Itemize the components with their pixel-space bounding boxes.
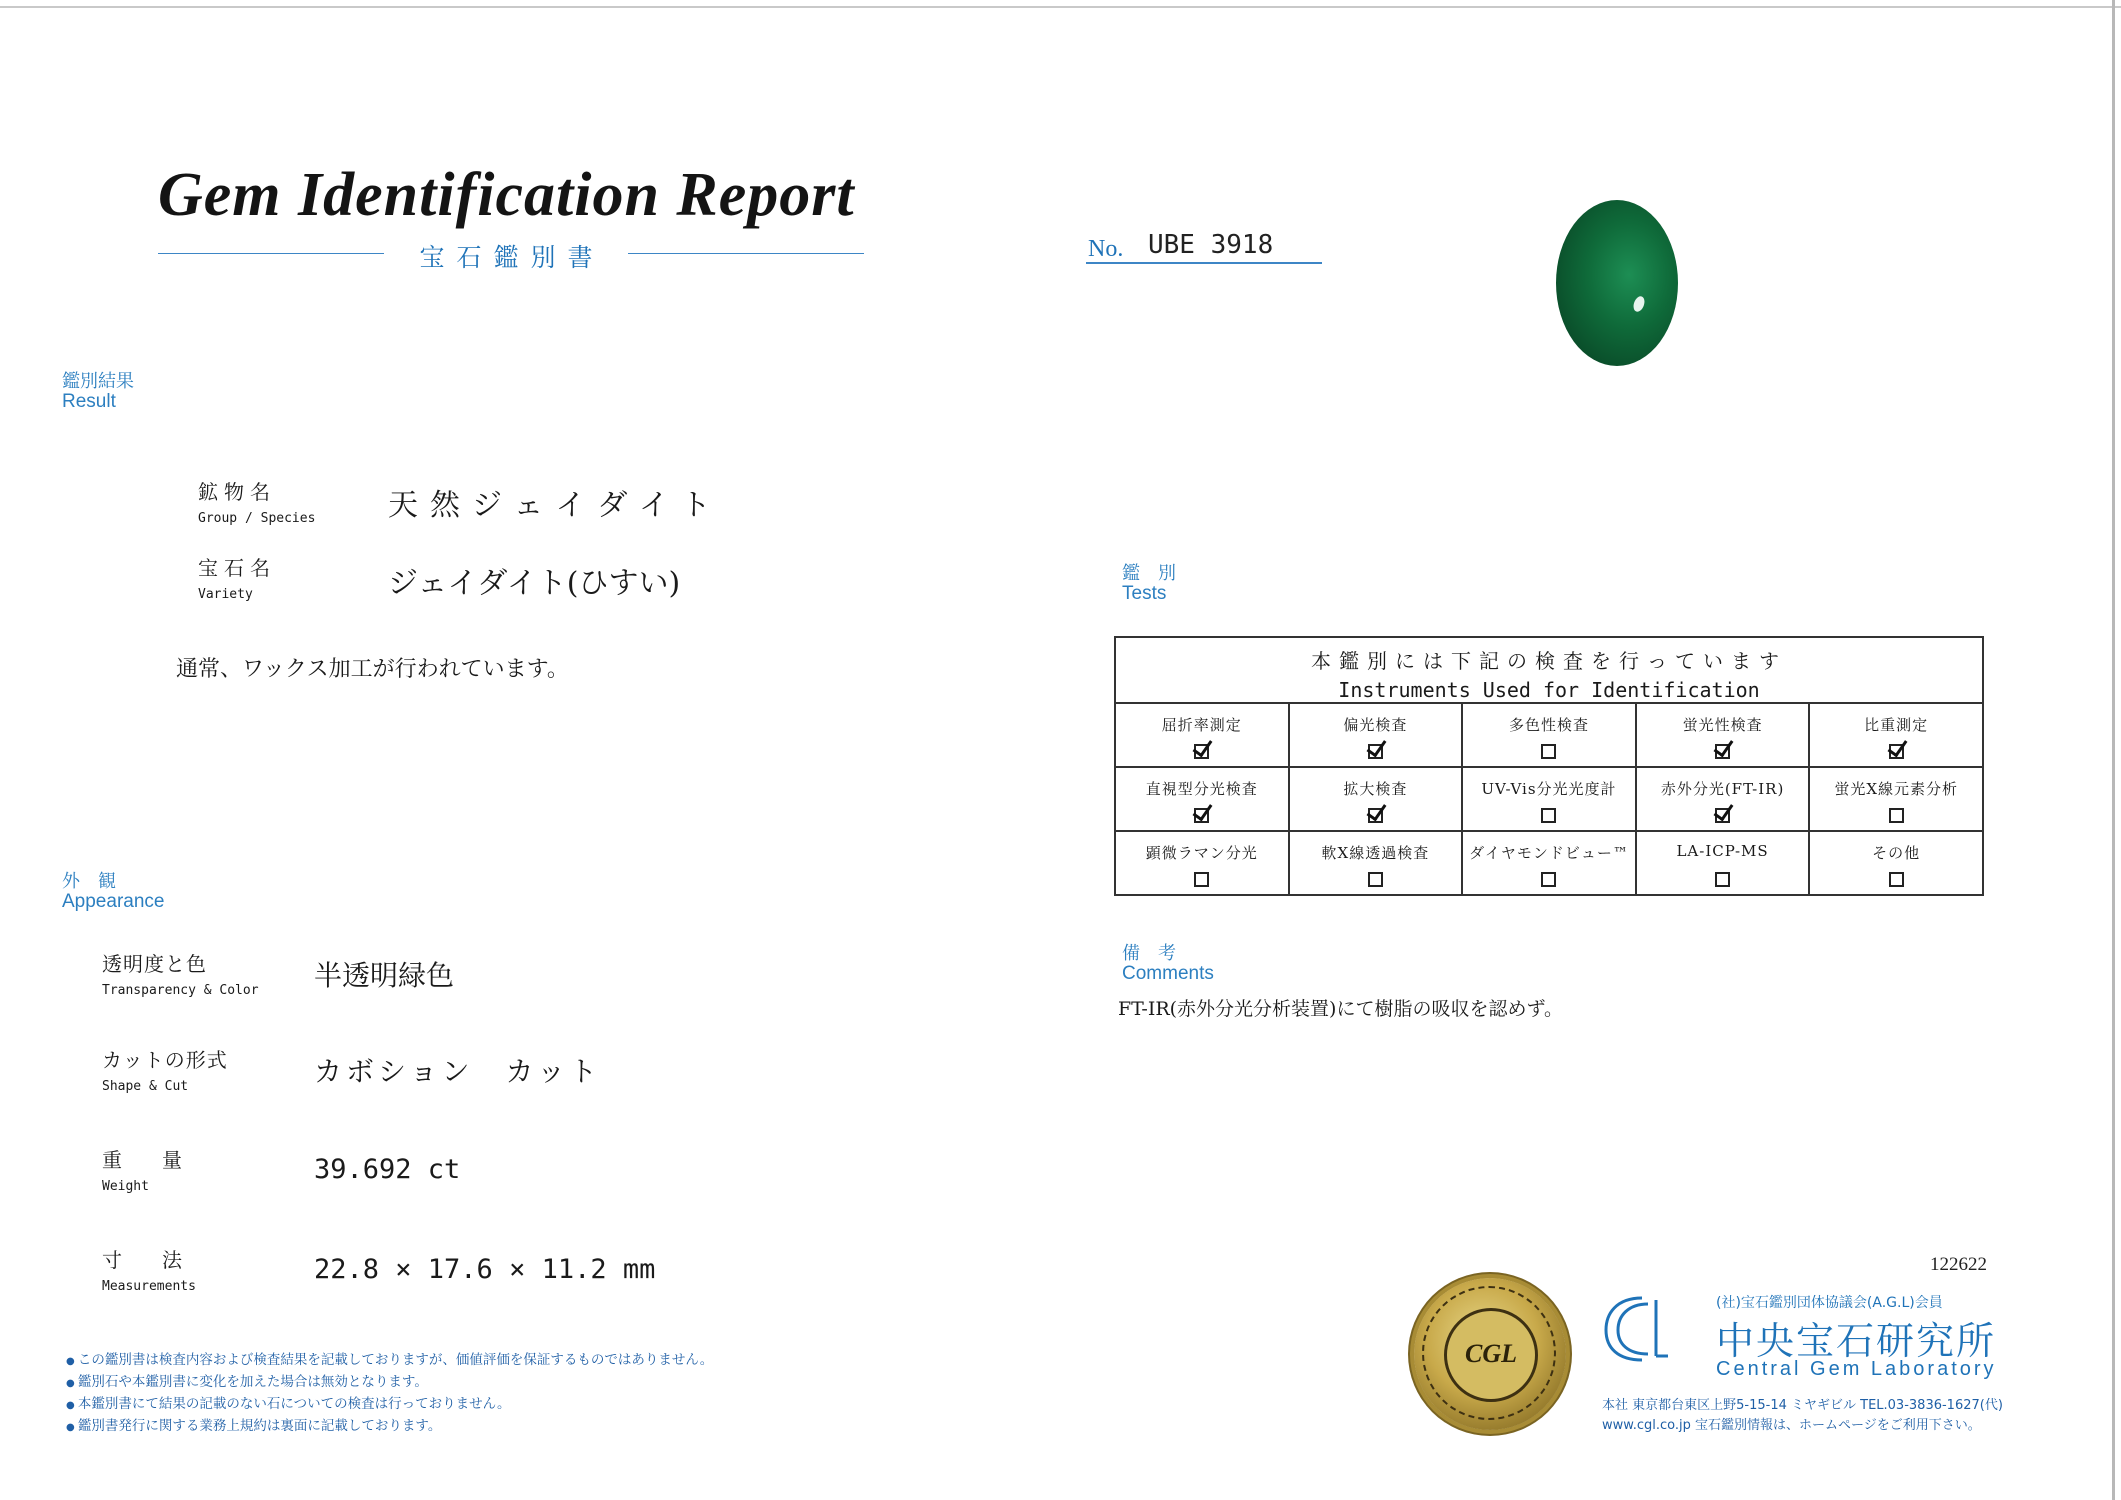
report-number-label: No. xyxy=(1088,236,1124,262)
checkbox-checked xyxy=(1715,808,1730,823)
report-title: Gem Identification Report xyxy=(158,161,855,229)
test-label: 軟X線透過検査 xyxy=(1321,843,1430,862)
variety-label-en: Variety xyxy=(198,587,253,602)
test-cell xyxy=(1809,703,1983,767)
checkbox-empty xyxy=(1715,872,1730,887)
test-cell xyxy=(1115,831,1289,895)
checkbox-checked xyxy=(1889,744,1904,759)
test-cell xyxy=(1289,831,1463,895)
checkbox-checked xyxy=(1194,808,1209,823)
rule-right xyxy=(628,253,864,254)
rule-left xyxy=(158,253,384,254)
test-cell xyxy=(1462,767,1636,831)
lab-address: 本社 東京都台東区上野5-15-14 ミヤギビル TEL.03-3836-1627(代) xyxy=(1602,1398,2003,1413)
agl-membership: (社)宝石鑑別団体協議会(A.G.L)会員 xyxy=(1716,1295,1943,1311)
checkbox-empty xyxy=(1541,808,1556,823)
top-border xyxy=(0,6,2121,8)
weight-value: 39.692 ct xyxy=(314,1154,461,1185)
report-number xyxy=(1086,226,1322,264)
tests-table xyxy=(1114,636,1984,896)
test-label: 多色性検査 xyxy=(1508,715,1589,734)
species-label-en: Group / Species xyxy=(198,511,316,526)
test-label: 蛍光X線元素分析 xyxy=(1834,779,1959,798)
checkbox-empty xyxy=(1368,872,1383,887)
checkbox-checked xyxy=(1194,744,1209,759)
measurements-label-en: Measurements xyxy=(102,1279,196,1294)
lab-website-note: 宝石鑑別情報は、ホームページをご利用下さい。 xyxy=(1695,1418,1981,1433)
test-label: 直視型分光検査 xyxy=(1145,779,1258,798)
tests-heading-en: Tests xyxy=(1122,583,1167,604)
test-cell xyxy=(1115,703,1289,767)
test-cell xyxy=(1462,831,1636,895)
measurements-value: 22.8 × 17.6 × 11.2 mm xyxy=(314,1254,656,1285)
appearance-heading-jp: 外 観 xyxy=(62,871,116,892)
test-label: 屈折率測定 xyxy=(1161,715,1242,734)
checkbox-checked xyxy=(1368,744,1383,759)
serial-number: 122622 xyxy=(1930,1254,1987,1275)
test-label: ダイヤモンドビュー™ xyxy=(1469,843,1629,862)
test-cell xyxy=(1636,703,1810,767)
subtitle-rule xyxy=(158,238,864,272)
disclaimer-note: ● 鑑別石や本鑑別書に変化を加えた場合は無効となります。 xyxy=(66,1372,713,1394)
weight-label-jp: 重 量 xyxy=(102,1148,192,1172)
lab-website-link[interactable]: www.cgl.co.jp xyxy=(1602,1418,1691,1433)
test-label: 顕微ラマン分光 xyxy=(1145,843,1258,862)
test-label: 偏光検査 xyxy=(1343,715,1408,734)
tests-header-en: Instruments Used for Identification xyxy=(1338,677,1760,702)
test-cell xyxy=(1809,831,1983,895)
species-label-jp: 鉱物名 xyxy=(198,480,276,504)
appearance-row-weight xyxy=(102,1144,192,1194)
result-note: 通常、ワックス加工が行われています。 xyxy=(176,657,569,682)
cgl-logo-icon xyxy=(1602,1292,1670,1364)
cut-label-en: Shape & Cut xyxy=(102,1079,189,1094)
test-cell xyxy=(1462,703,1636,767)
lab-name-en: Central Gem Laboratory xyxy=(1716,1358,1997,1380)
test-cell xyxy=(1289,767,1463,831)
test-cell xyxy=(1115,767,1289,831)
variety-label xyxy=(198,552,276,602)
species-label xyxy=(198,476,315,526)
checkbox-empty xyxy=(1541,744,1556,759)
tests-section-heading xyxy=(1122,564,1176,604)
color-value: 半透明緑色 xyxy=(314,959,455,992)
gold-seal xyxy=(1414,1278,1566,1430)
checkbox-empty xyxy=(1194,872,1209,887)
variety-label-jp: 宝石名 xyxy=(198,556,276,580)
measurements-label-jp: 寸 法 xyxy=(102,1248,192,1272)
lab-name-jp: 中央宝石研究所 xyxy=(1716,1319,1997,1363)
tests-table-header xyxy=(1115,637,1983,703)
cut-value: カボション カット xyxy=(314,1055,602,1088)
test-cell xyxy=(1636,767,1810,831)
seal-monogram: CGL xyxy=(1465,1339,1517,1368)
test-label: UV-Vis分光光度計 xyxy=(1481,779,1617,798)
checkbox-checked xyxy=(1368,808,1383,823)
test-label: LA-ICP-MS xyxy=(1676,841,1769,860)
result-heading-jp: 鑑別結果 xyxy=(62,371,134,392)
right-border xyxy=(2112,0,2115,1500)
test-label: 蛍光性検査 xyxy=(1682,715,1763,734)
test-cell xyxy=(1636,831,1810,895)
comments-section-heading xyxy=(1122,944,1214,984)
variety-value: ジェイダイト(ひすい) xyxy=(388,566,681,601)
color-label-jp: 透明度と色 xyxy=(102,952,207,976)
seal-center xyxy=(1444,1308,1538,1402)
lab-website-line xyxy=(1602,1414,1981,1433)
test-cell xyxy=(1809,767,1983,831)
disclaimer-note: ● 鑑別書発行に関する業務上規約は裏面に記載しております。 xyxy=(66,1416,713,1438)
tests-heading-jp: 鑑 別 xyxy=(1122,563,1176,584)
checkbox-empty xyxy=(1889,872,1904,887)
checkbox-empty xyxy=(1889,808,1904,823)
appearance-row-color xyxy=(102,948,259,998)
species-value: 天然ジェイダイト xyxy=(388,488,723,523)
disclaimer-note: ● この鑑別書は検査内容および検査結果を記載しておりますが、価値評価を保証するものではありません。 xyxy=(66,1350,713,1372)
test-label: 比重測定 xyxy=(1864,715,1929,734)
appearance-section-heading xyxy=(62,872,164,912)
comments-heading-jp: 備 考 xyxy=(1122,943,1176,964)
disclaimer-note: ● 本鑑別書にて結果の記載のない石についての検査は行っておりません。 xyxy=(66,1394,713,1416)
cut-label-jp: カットの形式 xyxy=(102,1048,228,1072)
checkbox-checked xyxy=(1715,744,1730,759)
tests-header-jp: 本鑑別には下記の検査を行っています xyxy=(1311,648,1787,673)
result-section-heading xyxy=(62,372,134,412)
gem-photo xyxy=(1556,200,1678,366)
comments-heading-en: Comments xyxy=(1122,963,1214,984)
test-cell xyxy=(1289,703,1463,767)
test-label: その他 xyxy=(1872,843,1921,862)
comments-text: FT-IR(赤外分光分析装置)にて樹脂の吸収を認めず。 xyxy=(1118,998,1563,1020)
appearance-heading-en: Appearance xyxy=(62,891,165,912)
test-label: 拡大検査 xyxy=(1343,779,1408,798)
result-heading-en: Result xyxy=(62,391,116,412)
checkbox-empty xyxy=(1541,872,1556,887)
disclaimer-notes xyxy=(66,1350,713,1438)
color-label-en: Transparency & Color xyxy=(102,983,259,998)
appearance-row-cut xyxy=(102,1044,228,1094)
test-label: 赤外分光(FT-IR) xyxy=(1660,779,1785,798)
weight-label-en: Weight xyxy=(102,1179,149,1194)
report-number-value: UBE 3918 xyxy=(1148,230,1274,260)
report-subtitle: 宝石鑑別書 xyxy=(419,243,605,272)
appearance-row-measurements xyxy=(102,1244,196,1294)
